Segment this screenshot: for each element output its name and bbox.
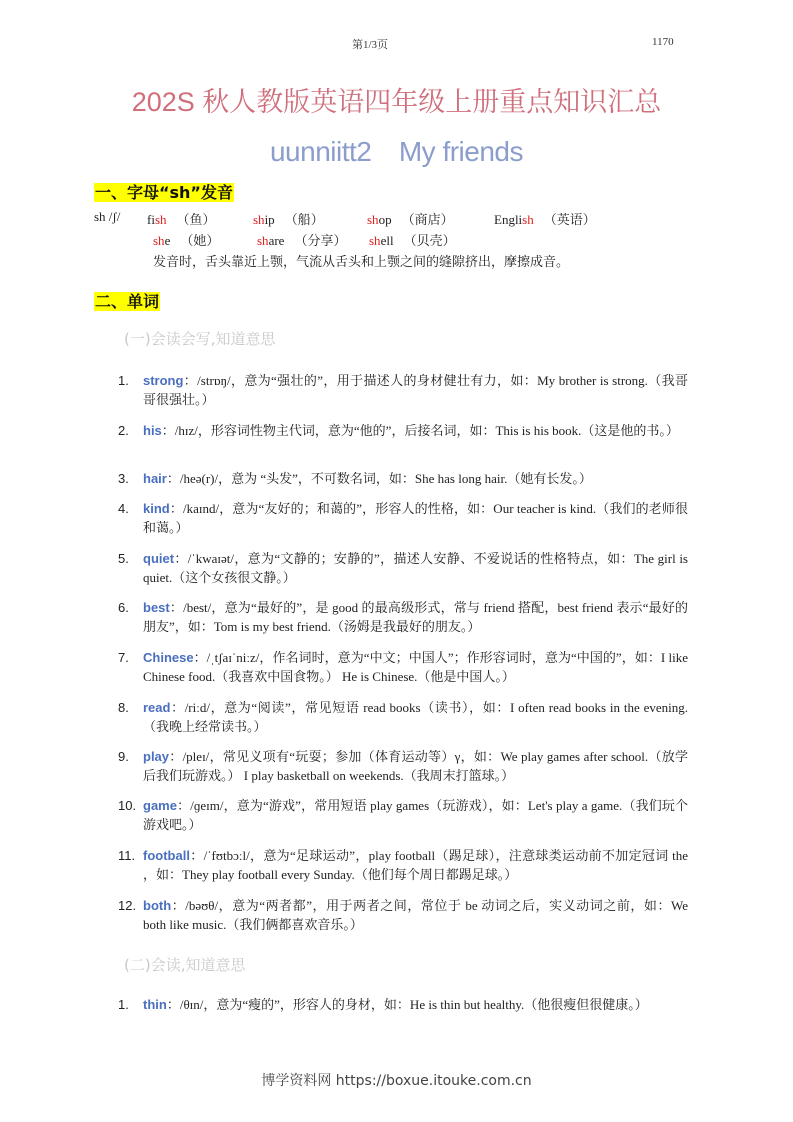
vocab-word: thin bbox=[143, 997, 167, 1012]
vocab-item bbox=[118, 648, 688, 686]
vocab-explanation: ：/best/，意为“最好的”，是 good 的最高级形式，常与 friend 搭配，best friend 表示“最好的朋友”，如：Tom is my best friend.（汤姆是我最好的朋友。） bbox=[143, 600, 688, 634]
sh-word-sh: sh bbox=[367, 212, 379, 227]
item-number: 3. bbox=[118, 471, 129, 486]
vocab-explanation: ：/riːd/，意为“阅读”，常见短语 read books（读书），如：I often read books in the evening.（我晚上经常读书。） bbox=[143, 700, 688, 734]
sh-word-pre: Engli bbox=[494, 212, 523, 227]
vocab-explanation: ：/ˈfʊtbɔːl/，意为“足球运动”，play football（踢足球），注意球类运动前不加定冠词 the ，如：They play football every Sunday.（他们每个周日都踢足球。） bbox=[143, 848, 688, 882]
item-number: 4. bbox=[118, 501, 129, 516]
sh-word bbox=[367, 209, 454, 228]
vocab-item bbox=[118, 371, 688, 409]
page-title: 202S 秋人教版英语四年级上册重点知识汇总 bbox=[131, 87, 662, 117]
sh-word-cn: （贝壳） bbox=[403, 233, 456, 248]
sh-word-sh: sh bbox=[253, 212, 265, 227]
vocab-word: hair bbox=[143, 471, 167, 486]
vocab-word: Chinese bbox=[143, 650, 194, 665]
vocab-explanation: ：/θɪn/，意为“瘦的”，形容人的身材，如：He is thin but healthy.（他很瘦但很健康。） bbox=[166, 997, 648, 1012]
vocab-item bbox=[118, 598, 688, 636]
sh-label: sh /ʃ/ bbox=[94, 209, 121, 224]
vocab-word: quiet bbox=[143, 551, 175, 566]
section-heading-sh: 一、字母“sh”发音 bbox=[95, 183, 233, 202]
sh-word-post: ip bbox=[264, 212, 275, 227]
sh-word-post: are bbox=[268, 233, 285, 248]
vocab-item bbox=[118, 421, 688, 440]
vocab-word: strong bbox=[143, 373, 184, 388]
item-number: 7. bbox=[118, 650, 129, 665]
vocab-item bbox=[118, 896, 688, 934]
sh-word bbox=[369, 230, 456, 249]
sh-word-sh: sh bbox=[257, 233, 269, 248]
page-subtitle: uunniitt2 My friends bbox=[269, 136, 523, 167]
sh-word-sh: sh bbox=[154, 212, 167, 227]
item-number: 2. bbox=[118, 423, 129, 438]
item-number: 12. bbox=[118, 898, 137, 913]
sh-word-cn: （英语） bbox=[543, 212, 596, 227]
sh-word-post: e bbox=[164, 233, 171, 248]
vocab-explanation: ：/hɪz/，形容词性物主代词，意为“他的”，后接名词，如：This is his book.（这是他的书。） bbox=[161, 423, 679, 438]
sh-word bbox=[257, 230, 346, 249]
vocab-item bbox=[118, 747, 688, 785]
vocab-word: play bbox=[143, 749, 170, 764]
item-number: 10. bbox=[118, 798, 137, 813]
section-heading-words: 二、单词 bbox=[95, 292, 160, 311]
page-number: 第1/3页 bbox=[352, 39, 389, 51]
sh-word-cn: （船） bbox=[284, 212, 324, 227]
sh-word-cn: （商店） bbox=[401, 212, 454, 227]
doc-code: 1170 bbox=[652, 36, 674, 48]
item-number: 1. bbox=[118, 373, 129, 388]
sh-word-sh: sh bbox=[522, 212, 534, 227]
sh-note: 发音时，舌头靠近上颚，气流从舌头和上颚之间的缝隙挤出，摩擦成音。 bbox=[153, 254, 570, 269]
vocab-item bbox=[118, 846, 688, 884]
item-number: 1. bbox=[118, 997, 129, 1012]
subsection-heading-1: (一)会读会写,知道意思 bbox=[124, 330, 276, 348]
sh-word-cn: （她） bbox=[180, 233, 220, 248]
vocab-explanation: ：/kaɪnd/，意为“友好的；和蔼的”，形容人的性格，如：Our teacher is kind.（我们的老师很和蔼。） bbox=[143, 501, 688, 535]
vocab-explanation: ：/bəʊθ/，意为“两者都”，用于两者之间，常位于 be 动词之后，实义动词之前，如：We both like music.（我们俩都喜欢音乐。） bbox=[143, 898, 688, 932]
vocab-item bbox=[118, 469, 688, 488]
sh-word-post: op bbox=[378, 212, 392, 227]
vocab-explanation: ：/strɒŋ/，意为“强壮的”，用于描述人的身材健壮有力，如：My brother is strong.（我哥哥很强壮。） bbox=[143, 373, 688, 407]
sh-word bbox=[153, 230, 219, 249]
vocab-item bbox=[118, 549, 688, 587]
item-number: 9. bbox=[118, 749, 129, 764]
footer-watermark: 博学资料网 https://boxue.itouke.com.cn bbox=[261, 1073, 532, 1089]
vocab-word: read bbox=[143, 700, 171, 715]
vocab-item bbox=[118, 698, 688, 736]
vocab-word: kind bbox=[143, 501, 170, 516]
vocab-word: best bbox=[143, 600, 170, 615]
sh-word bbox=[494, 209, 596, 228]
vocab-explanation: ：/pleɪ/，常见义项有“玩耍；参加（体育运动等）γ，如：We play games after school.（放学后我们玩游戏。） I play basketball on weekends.（我周末打篮球。） bbox=[143, 749, 688, 783]
vocab-explanation: ：/heə(r)/，意为 “头发”，不可数名词，如：She has long hair.（她有长发。） bbox=[166, 471, 592, 486]
sh-word bbox=[147, 209, 216, 228]
sh-word-sh: sh bbox=[153, 233, 165, 248]
vocab-word: game bbox=[143, 798, 177, 813]
vocab-item bbox=[118, 499, 688, 537]
item-number: 8. bbox=[118, 700, 129, 715]
sh-word-pre: fi bbox=[147, 212, 155, 227]
vocab-explanation: ：/ˈkwaɪət/，意为“文静的；安静的”，描述人安静、不爱说话的性格特点，如：The girl is quiet.（这个女孩很文静。） bbox=[143, 551, 688, 585]
subsection-heading-2: (二)会读,知道意思 bbox=[124, 956, 246, 974]
vocab-explanation: ：/ɡeɪm/，意为“游戏”，常用短语 play games（玩游戏），如：Let's play a game.（我们玩个游戏吧。） bbox=[143, 798, 688, 832]
vocab-item bbox=[118, 995, 688, 1014]
item-number: 5. bbox=[118, 551, 129, 566]
vocab-word: both bbox=[143, 898, 172, 913]
vocab-explanation: ：/ˌtʃaɪˈniːz/，作名词时，意为“中文；中国人”；作形容词时，意为“中国的”，如：I like Chinese food.（我喜欢中国食物。） He is Chinese.（他是中国人。） bbox=[143, 650, 688, 684]
vocab-word: football bbox=[143, 848, 190, 863]
vocab-word: his bbox=[143, 423, 162, 438]
item-number: 6. bbox=[118, 600, 129, 615]
item-number: 11. bbox=[118, 848, 136, 863]
sh-word-cn: （分享） bbox=[294, 233, 347, 248]
sh-word-sh: sh bbox=[369, 233, 381, 248]
sh-word-cn: （鱼） bbox=[176, 212, 216, 227]
sh-word-post: ell bbox=[380, 233, 394, 248]
vocab-item bbox=[118, 796, 688, 834]
sh-word bbox=[253, 209, 324, 228]
